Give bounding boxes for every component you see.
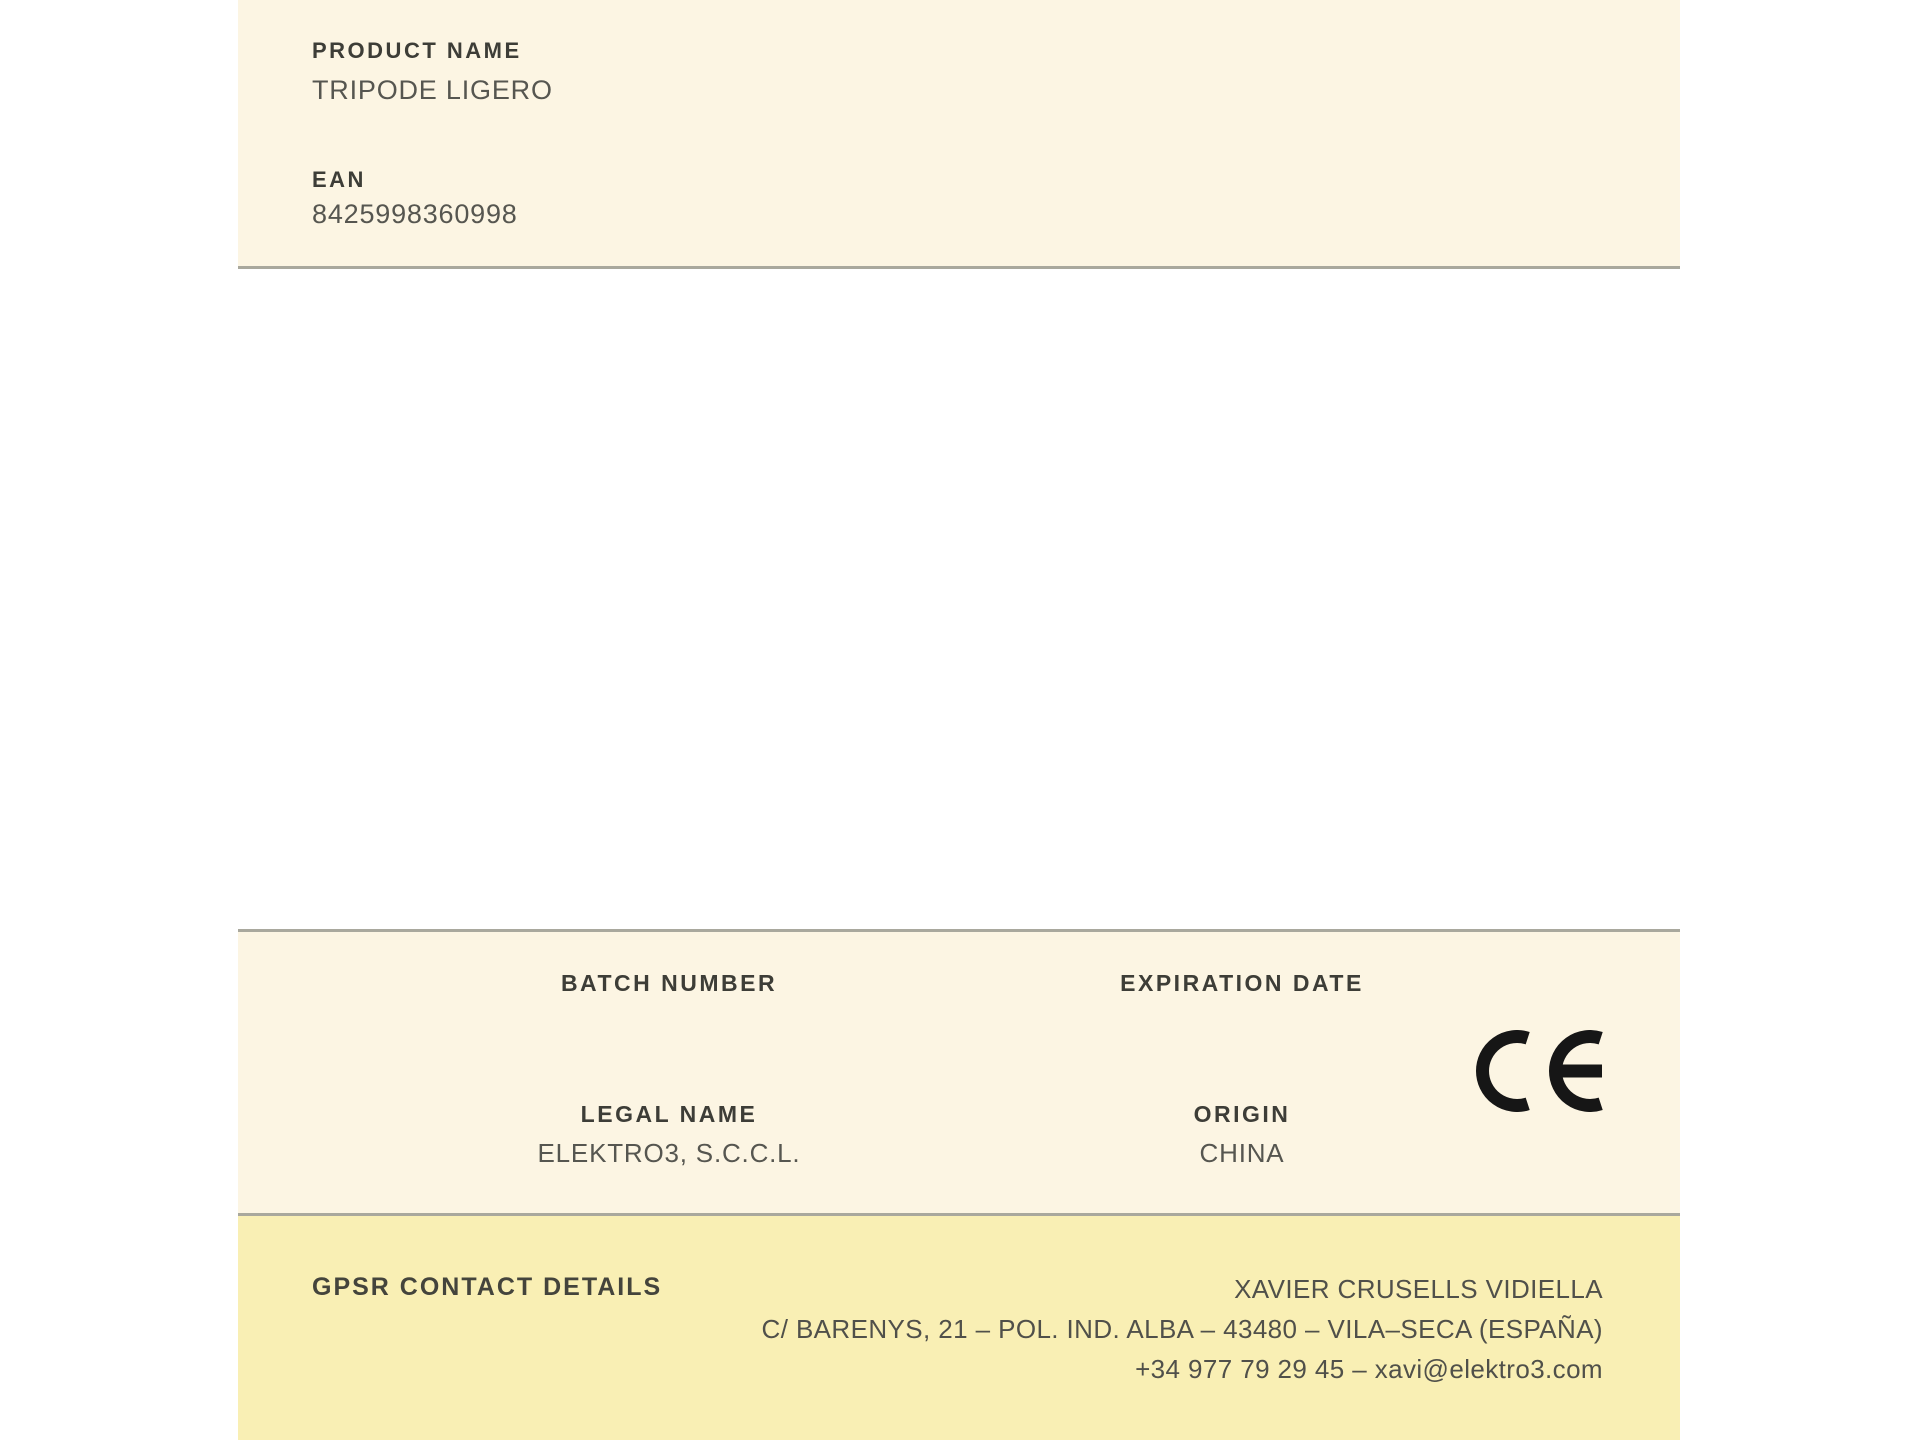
ean-value: 8425998360998 [312,199,518,229]
origin-label: ORIGIN [1193,1101,1291,1127]
legal-name-value: ELEKTRO3, S.C.C.L. [537,1138,801,1168]
batch-number-label: BATCH NUMBER [560,970,778,996]
expiration-date-label: EXPIRATION DATE [1120,970,1364,996]
origin-value: CHINA [1199,1138,1285,1168]
gpsr-contact-name: XAVIER CRUSELLS VIDIELLA [1234,1274,1603,1304]
gpsr-contact-address: C/ BARENYS, 21 – POL. IND. ALBA – 43480 – VILA–SECA (ESPAÑA) [761,1314,1603,1344]
ce-mark-icon [1476,1030,1606,1117]
gpsr-heading: GPSR CONTACT DETAILS [312,1273,663,1301]
gpsr-contact-block [762,1269,1603,1389]
gpsr-contact-phone-email: +34 977 79 29 45 – xavi@elektro3.com [1135,1354,1603,1384]
product-name-label: PRODUCT NAME [312,38,522,63]
product-info-section [238,0,1680,269]
legal-name-label: LEGAL NAME [580,1101,758,1127]
product-name-value: TRIPODE LIGERO [312,75,553,105]
gpsr-section [238,1213,1680,1440]
details-section [238,929,1680,1213]
ean-label: EAN [312,167,366,192]
